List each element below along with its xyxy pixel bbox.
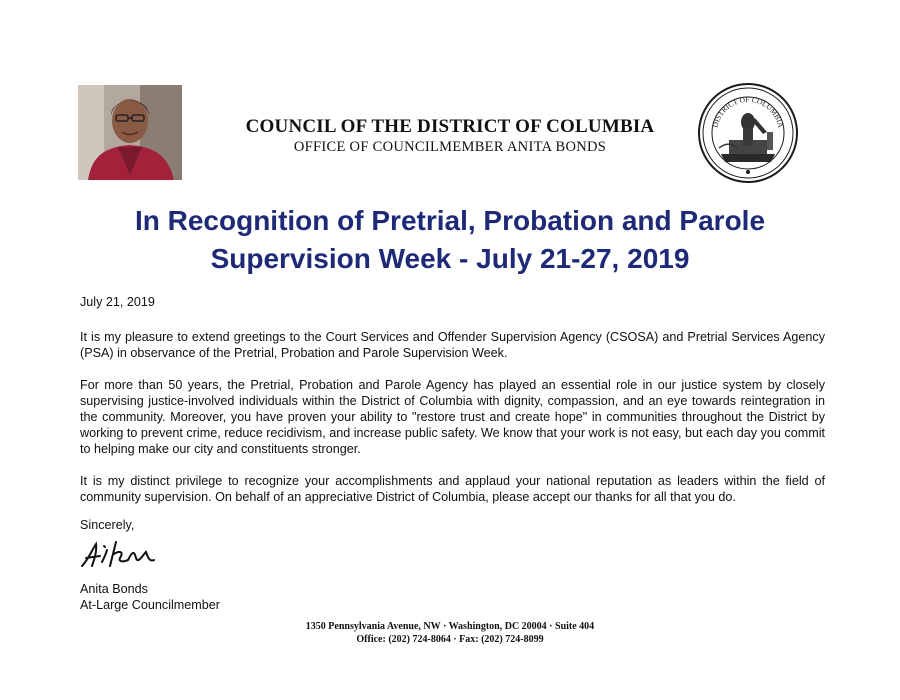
councilmember-photo xyxy=(78,85,182,180)
signer-name: Anita Bonds xyxy=(80,582,148,596)
handwritten-signature xyxy=(80,538,160,572)
letter-paragraph-1: It is my pleasure to extend greetings to the Court Services and Offender Supervision Agency (CSOSA) and Pretrial Services Agency (PSA) in observance of the Pretrial, Probation and Parole Supervision Week. xyxy=(80,330,825,360)
letter-paragraph-2: For more than 50 years, the Pretrial, Probation and Parole Agency has played an essential role in our justice system by closely supervising justice-involved individuals within the District of Columbia with dignity, compassion, and an eye towards reintegration in the community. Moreover, you have proven your ability to "restore trust and create hope" in communities throughout the District by working to prevent crime, reduce recidivism, and increase public safety. We know that your work is not easy, but each day you commit to helping make our city and constituents stronger. xyxy=(80,378,825,456)
headline-line-1: In Recognition of Pretrial, Probation and Parole xyxy=(134,205,766,236)
recognition-headline xyxy=(60,202,840,278)
footer-address-block xyxy=(150,620,750,646)
footer-address: 1350 Pennsylvania Avenue, NW · Washington, DC 20004 · Suite 404 xyxy=(305,621,595,632)
district-seal-icon xyxy=(697,82,799,184)
seal-text: DISTRICT OF COLUMBIA xyxy=(710,94,786,129)
footer-contact: Office: (202) 724-8064 · Fax: (202) 724-8099 xyxy=(356,634,544,645)
office-subtitle: OFFICE OF COUNCILMEMBER ANITA BONDS xyxy=(293,139,607,155)
letter-date: July 21, 2019 xyxy=(80,295,155,309)
letter-paragraph-3: It is my distinct privilege to recognize your accomplishments and applaud your national reputation as leaders within the field of community supervision. On behalf of an appreciative District of Columbia, please accept our thanks for all that you do. xyxy=(80,474,825,504)
signer-block xyxy=(80,581,220,613)
council-title: COUNCIL OF THE DISTRICT OF COLUMBIA xyxy=(245,116,655,137)
headline-line-2: Supervision Week - July 21-27, 2019 xyxy=(210,243,690,274)
letterhead xyxy=(200,116,700,156)
letter-closing: Sincerely, xyxy=(80,518,135,532)
signer-title: At-Large Councilmember xyxy=(80,598,220,612)
